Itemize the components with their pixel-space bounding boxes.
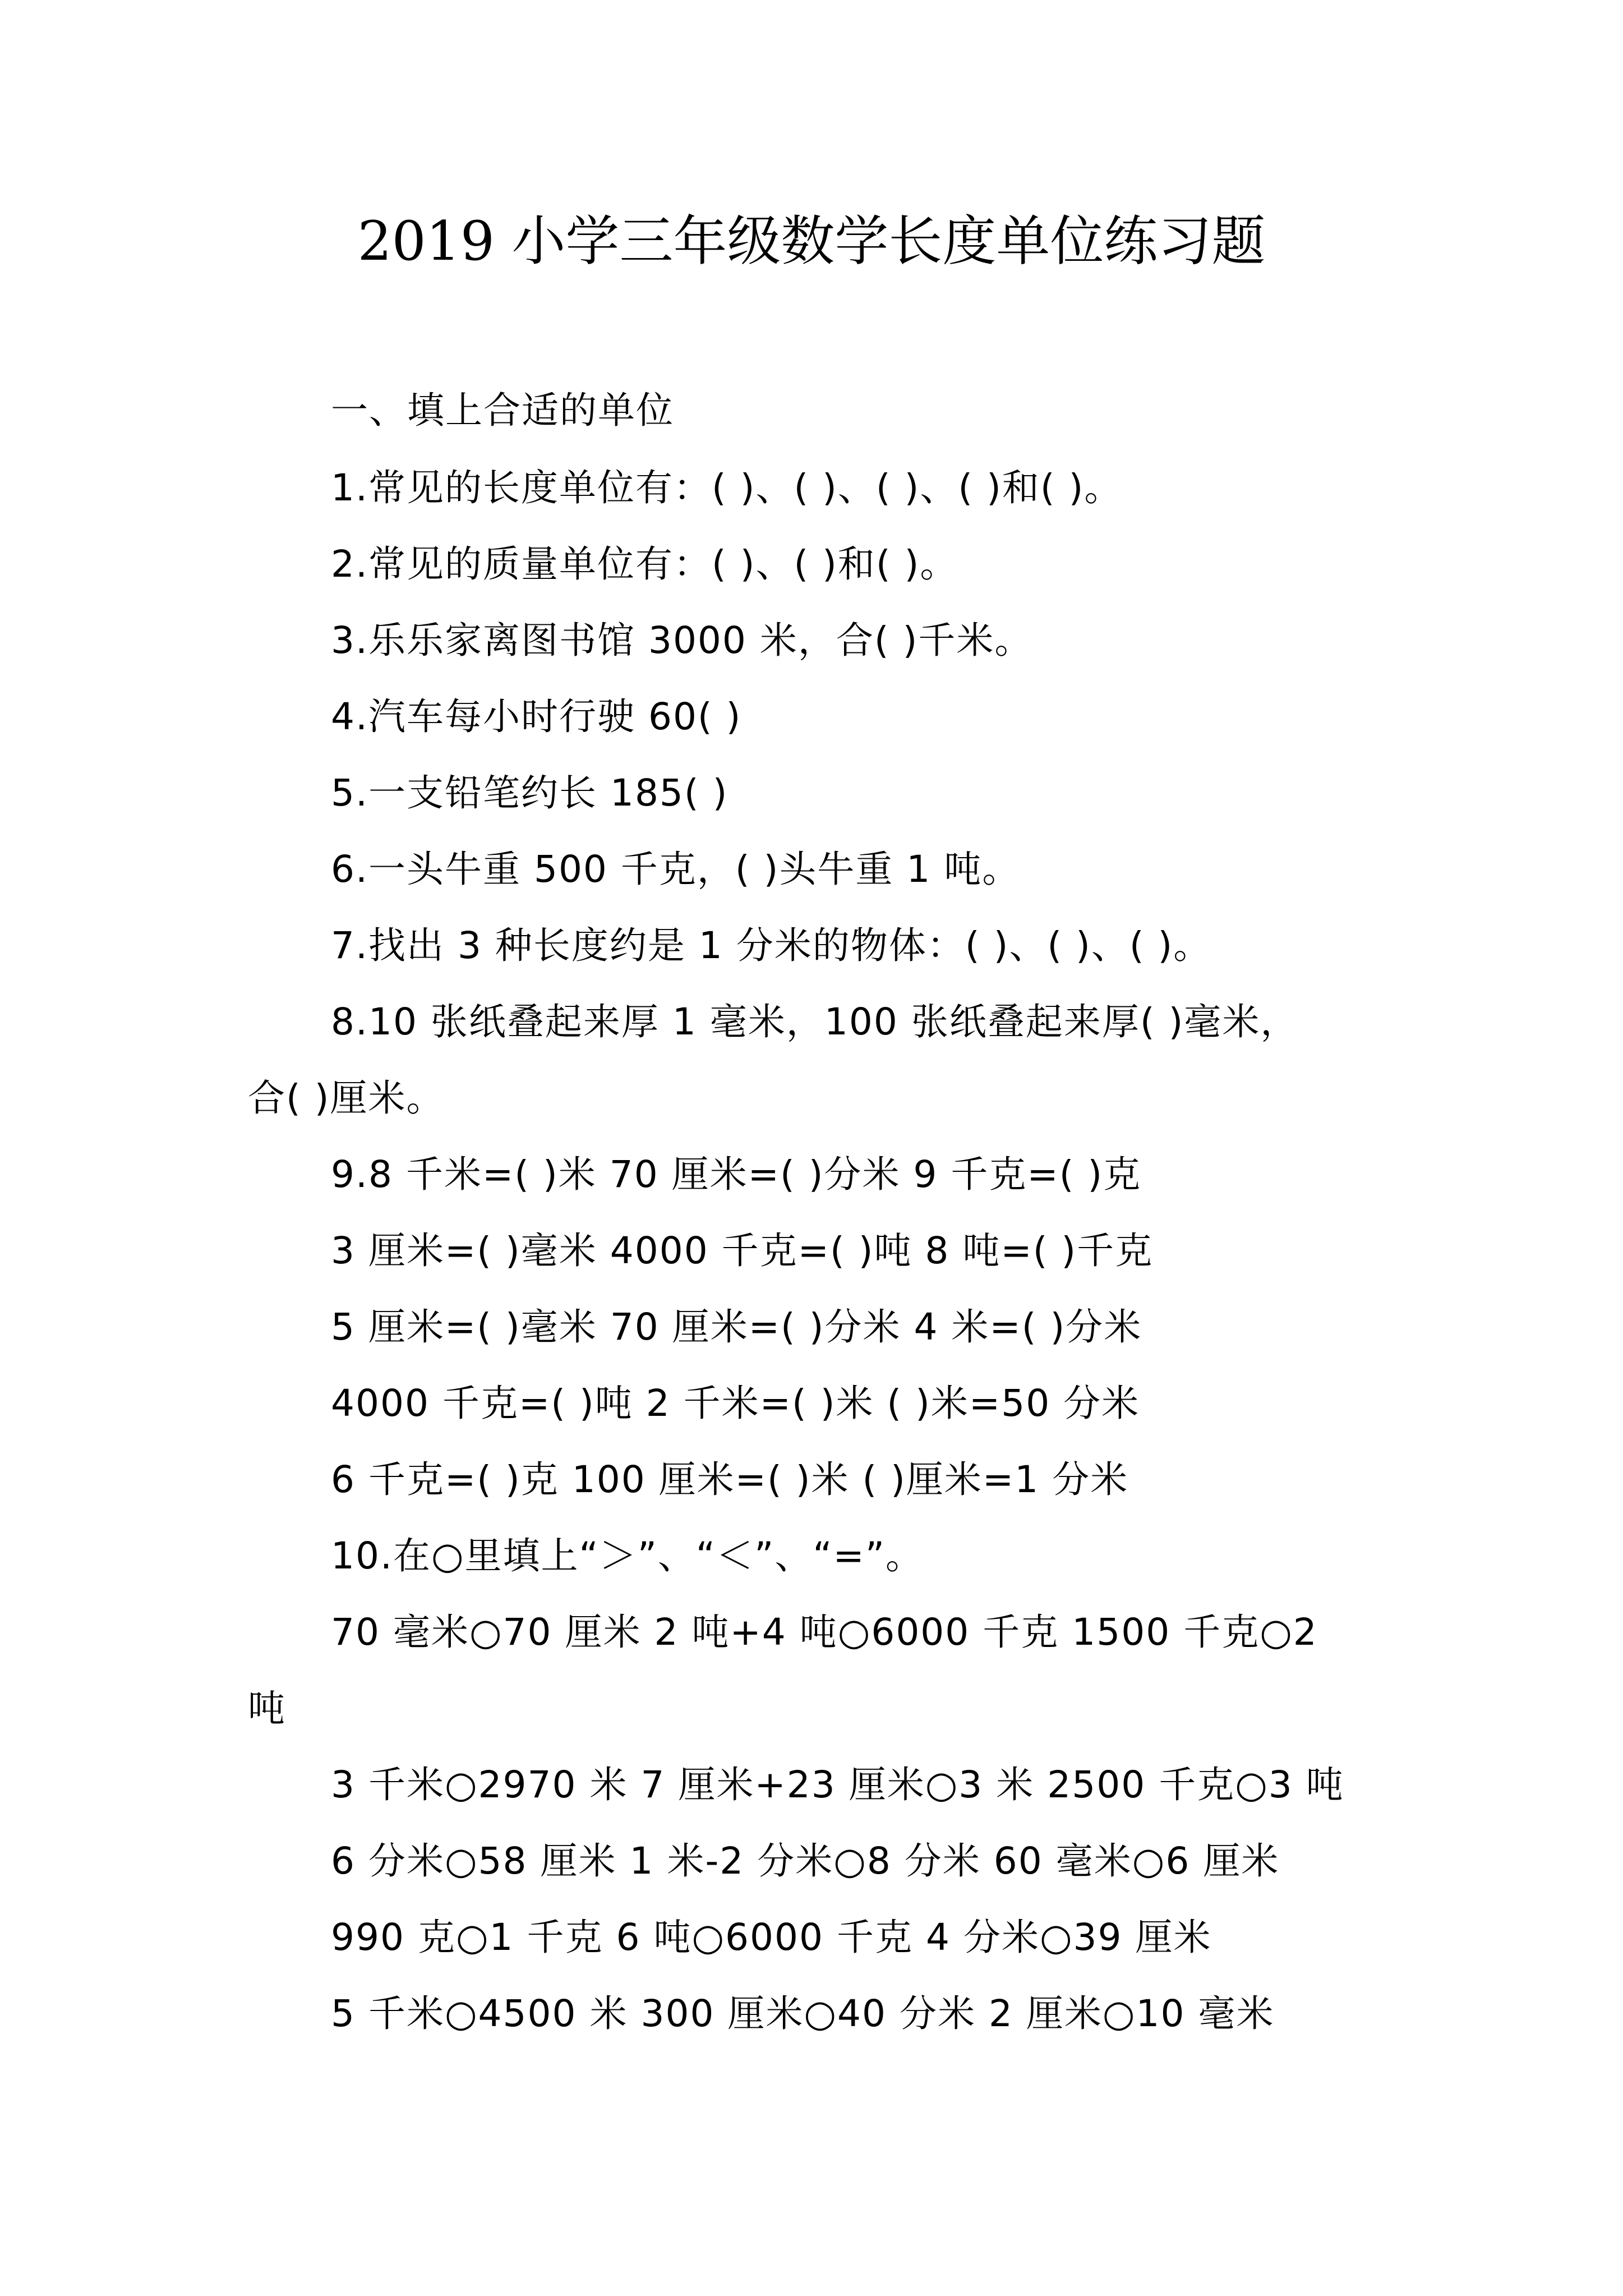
question-3: 3.乐乐家离图书馆 3000 米，合( )千米。 [331,619,1033,662]
question-9-row: 4000 千克=( )吨 2 千米=( )米 ( )米=50 分米 [331,1382,1140,1425]
question-6: 6.一头牛重 500 千克，( )头牛重 1 吨。 [331,848,1021,891]
question-8: 8.10 张纸叠起来厚 1 毫米，100 张纸叠起来厚( )毫米， [331,1000,1299,1043]
question-9-row: 9.8 千米=( )米 70 厘米=( )分米 9 千克=( )克 [331,1153,1142,1196]
question-10-row-cont: 吨 [248,1687,286,1730]
question-10-row: 5 千米○4500 米 300 厘米○40 分米 2 厘米○10 毫米 [331,1992,1275,2035]
question-1: 1.常见的长度单位有：( )、( )、( )、( )和( )。 [331,466,1123,509]
question-7: 7.找出 3 种长度约是 1 分米的物体：( )、( )、( )。 [331,924,1212,967]
question-4: 4.汽车每小时行驶 60( ) [331,695,742,738]
question-10-row: 70 毫米○70 厘米 2 吨+4 吨○6000 千克 1500 千克○2 [331,1611,1318,1654]
question-8-cont: 合( )厘米。 [248,1076,445,1120]
question-2: 2.常见的质量单位有：( )、( )和( )。 [331,542,958,586]
page-title: 2019 小学三年级数学长度单位练习题 [357,210,1266,273]
question-9-row: 3 厘米=( )毫米 4000 千克=( )吨 8 吨=( )千克 [331,1229,1154,1272]
question-9-row: 5 厘米=( )毫米 70 厘米=( )分米 4 米=( )分米 [331,1305,1142,1349]
section-heading: 一、填上合适的单位 [331,389,674,432]
question-10-row: 990 克○1 千克 6 吨○6000 千克 4 分米○39 厘米 [331,1916,1212,1959]
question-9-row: 6 千克=( )克 100 厘米=( )米 ( )厘米=1 分米 [331,1458,1129,1501]
question-5: 5.一支铅笔约长 185( ) [331,771,728,815]
question-10: 10.在○里填上“＞”、“＜”、“=”。 [331,1534,924,1577]
question-10-row: 6 分米○58 厘米 1 米-2 分米○8 分米 60 毫米○6 厘米 [331,1839,1280,1883]
question-10-row: 3 千米○2970 米 7 厘米+23 厘米○3 米 2500 千克○3 吨 [331,1763,1344,1806]
